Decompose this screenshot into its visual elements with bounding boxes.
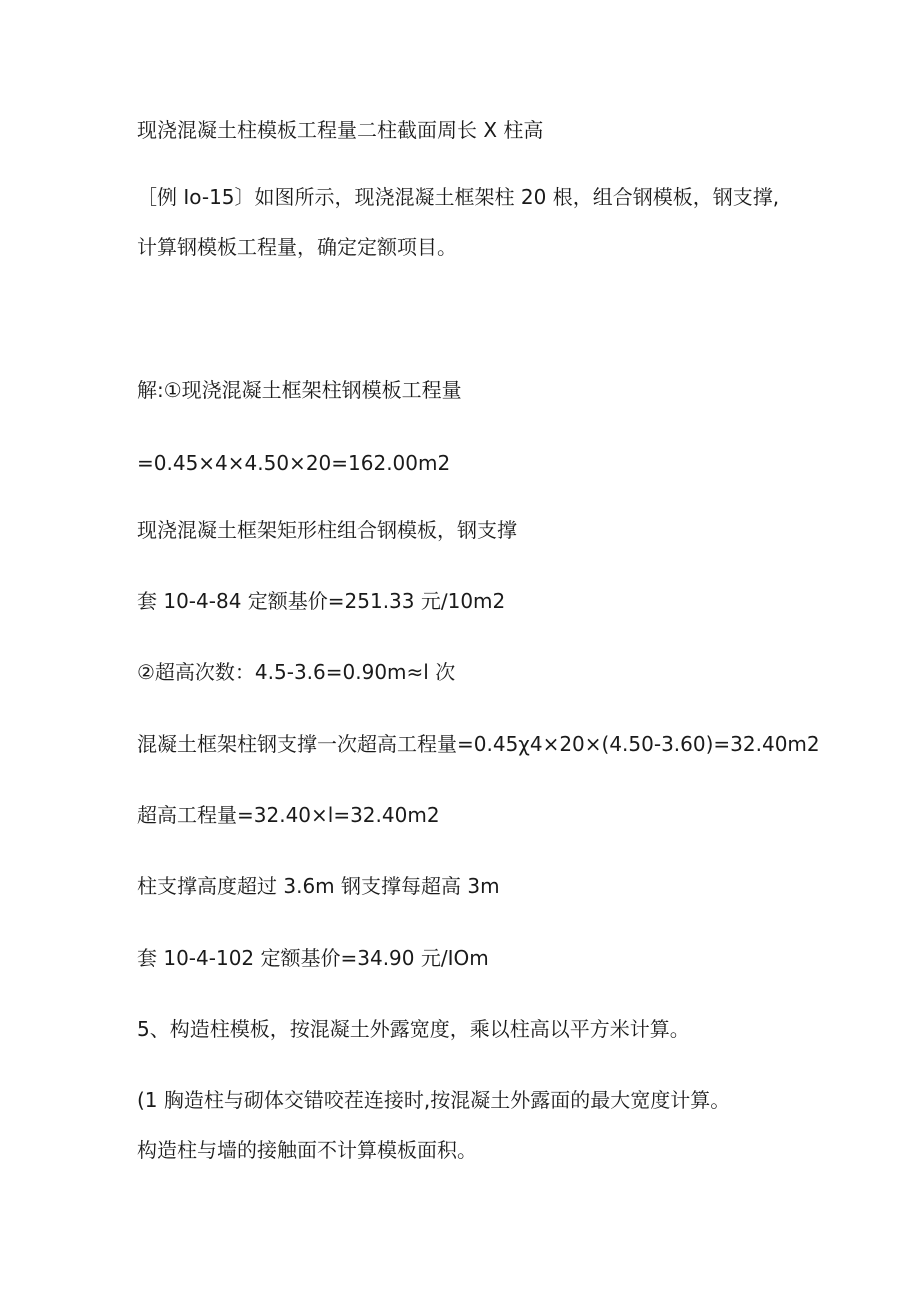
formula-heading: 现浇混凝土柱模板工程量二柱截面周长 X 柱高 [137,118,544,142]
quota-item-price: 套 10-4-84 定额基价=251.33 元∕10m2 [137,589,506,613]
section-5-subrule-1-continued: 构造柱与墙的接触面不计算模板面积。 [137,1138,477,1162]
solution-step-1: 解:①现浇混凝土框架柱钢模板工程量 [137,378,462,402]
quota-item-description: 现浇混凝土框架矩形柱组合钢模板，钢支撑 [137,518,517,542]
overheight-quota-price: 套 10-4-102 定额基价=34.90 元/IOm [137,946,489,970]
overheight-quantity-result: 超高工程量=32.40×l=32.40m2 [137,803,440,827]
overheight-quantity-formula: 混凝土框架柱钢支撑一次超高工程量=0.45χ4×20×(4.50-3.60)=32.40m2 [137,732,820,756]
example-statement: ［例 Io-15〕如图所示，现浇混凝土框架柱 20 根，组合钢模板，钢支撑, [137,185,780,209]
example-statement-continued: 计算钢模板工程量，确定定额项目。 [137,235,457,259]
support-height-note: 柱支撑高度超过 3.6m 钢支撑每超高 3m [137,874,500,898]
section-5-rule: 5、构造柱模板，按混凝土外露宽度，乘以柱高以平方米计算。 [137,1017,690,1041]
solution-step-1-formula: =0.45×4×4.50×20=162.00m2 [137,451,451,475]
section-5-subrule-1: (1 胸造柱与砌体交错咬茬连接时,按混凝土外露面的最大宽度计算。 [137,1088,731,1112]
solution-step-2: ②超高次数：4.5-3.6=0.90m≈l 次 [137,660,456,684]
